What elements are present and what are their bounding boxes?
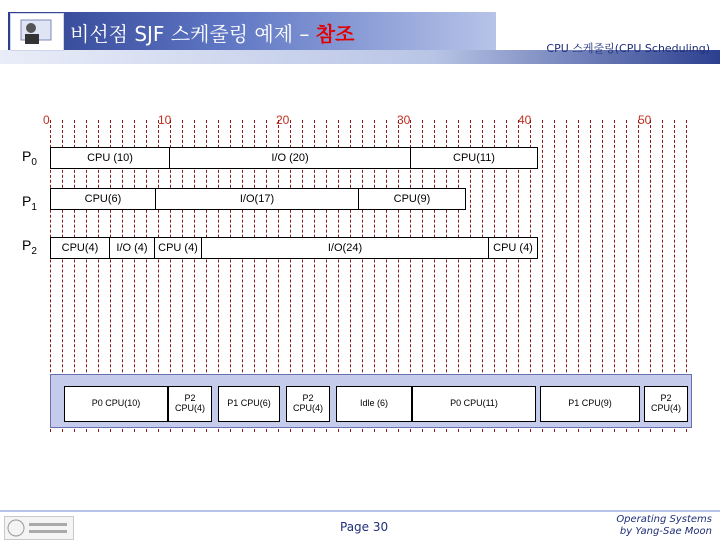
p0-cpu-burst-2: CPU(11): [410, 147, 538, 169]
title-highlight: 참조: [315, 22, 355, 46]
gantt-block-p0-cpu-2: P0 CPU(11): [412, 386, 536, 422]
gantt-block-p0-cpu: P0 CPU(10): [64, 386, 168, 422]
p0-cpu-burst-1: CPU (10): [50, 147, 170, 169]
tick-10: 10: [158, 113, 172, 127]
title-prefix: 비선점 SJF 스케줄링 예제 –: [70, 22, 316, 46]
p2-cpu-burst-1: CPU(4): [50, 237, 110, 259]
gantt-block-p2-cpu-3: P2 CPU(4): [644, 386, 688, 422]
author-logo-icon: [10, 13, 64, 51]
page-number: Page 30: [340, 520, 389, 534]
footer-rule: [0, 510, 720, 512]
course-credit: [616, 514, 712, 538]
p0-io-burst: I/O (20): [170, 147, 410, 169]
p1-io-burst: I/O(17): [156, 188, 358, 210]
p1-cpu-burst-1: CPU(6): [50, 188, 156, 210]
course-name: Operating Systems: [616, 514, 712, 525]
p2-io-burst-2: I/O(24): [202, 237, 488, 259]
p1-cpu-burst-2: CPU(9): [358, 188, 466, 210]
section-subtitle: CPU 스케줄링(CPU Scheduling): [546, 42, 710, 55]
gantt-block-p1-cpu-2: P1 CPU(9): [540, 386, 640, 422]
university-logo-icon: [4, 516, 74, 540]
tick-0: 0: [43, 113, 50, 127]
process-label-p0: $P_0$: [22, 148, 37, 168]
p2-io-burst-1: I/O (4): [110, 237, 154, 259]
course-author: by Yang-Sae Moon: [619, 526, 712, 537]
tick-50: 50: [638, 113, 652, 127]
page-title: [70, 18, 354, 47]
p2-cpu-burst-2: CPU (4): [154, 237, 202, 259]
tick-40: 40: [518, 113, 532, 127]
gantt-block-idle: Idle (6): [336, 386, 412, 422]
process-label-p2: $P_2$: [22, 237, 37, 257]
tick-30: 30: [397, 113, 411, 127]
tick-20: 20: [276, 113, 290, 127]
process-label-p1: $P_1$: [22, 193, 37, 213]
gantt-block-p2-cpu: P2 CPU(4): [168, 386, 212, 422]
gantt-block-p2-cpu-2: P2 CPU(4): [286, 386, 330, 422]
gantt-block-p1-cpu: P1 CPU(6): [218, 386, 280, 422]
p2-cpu-burst-3: CPU (4): [488, 237, 538, 259]
